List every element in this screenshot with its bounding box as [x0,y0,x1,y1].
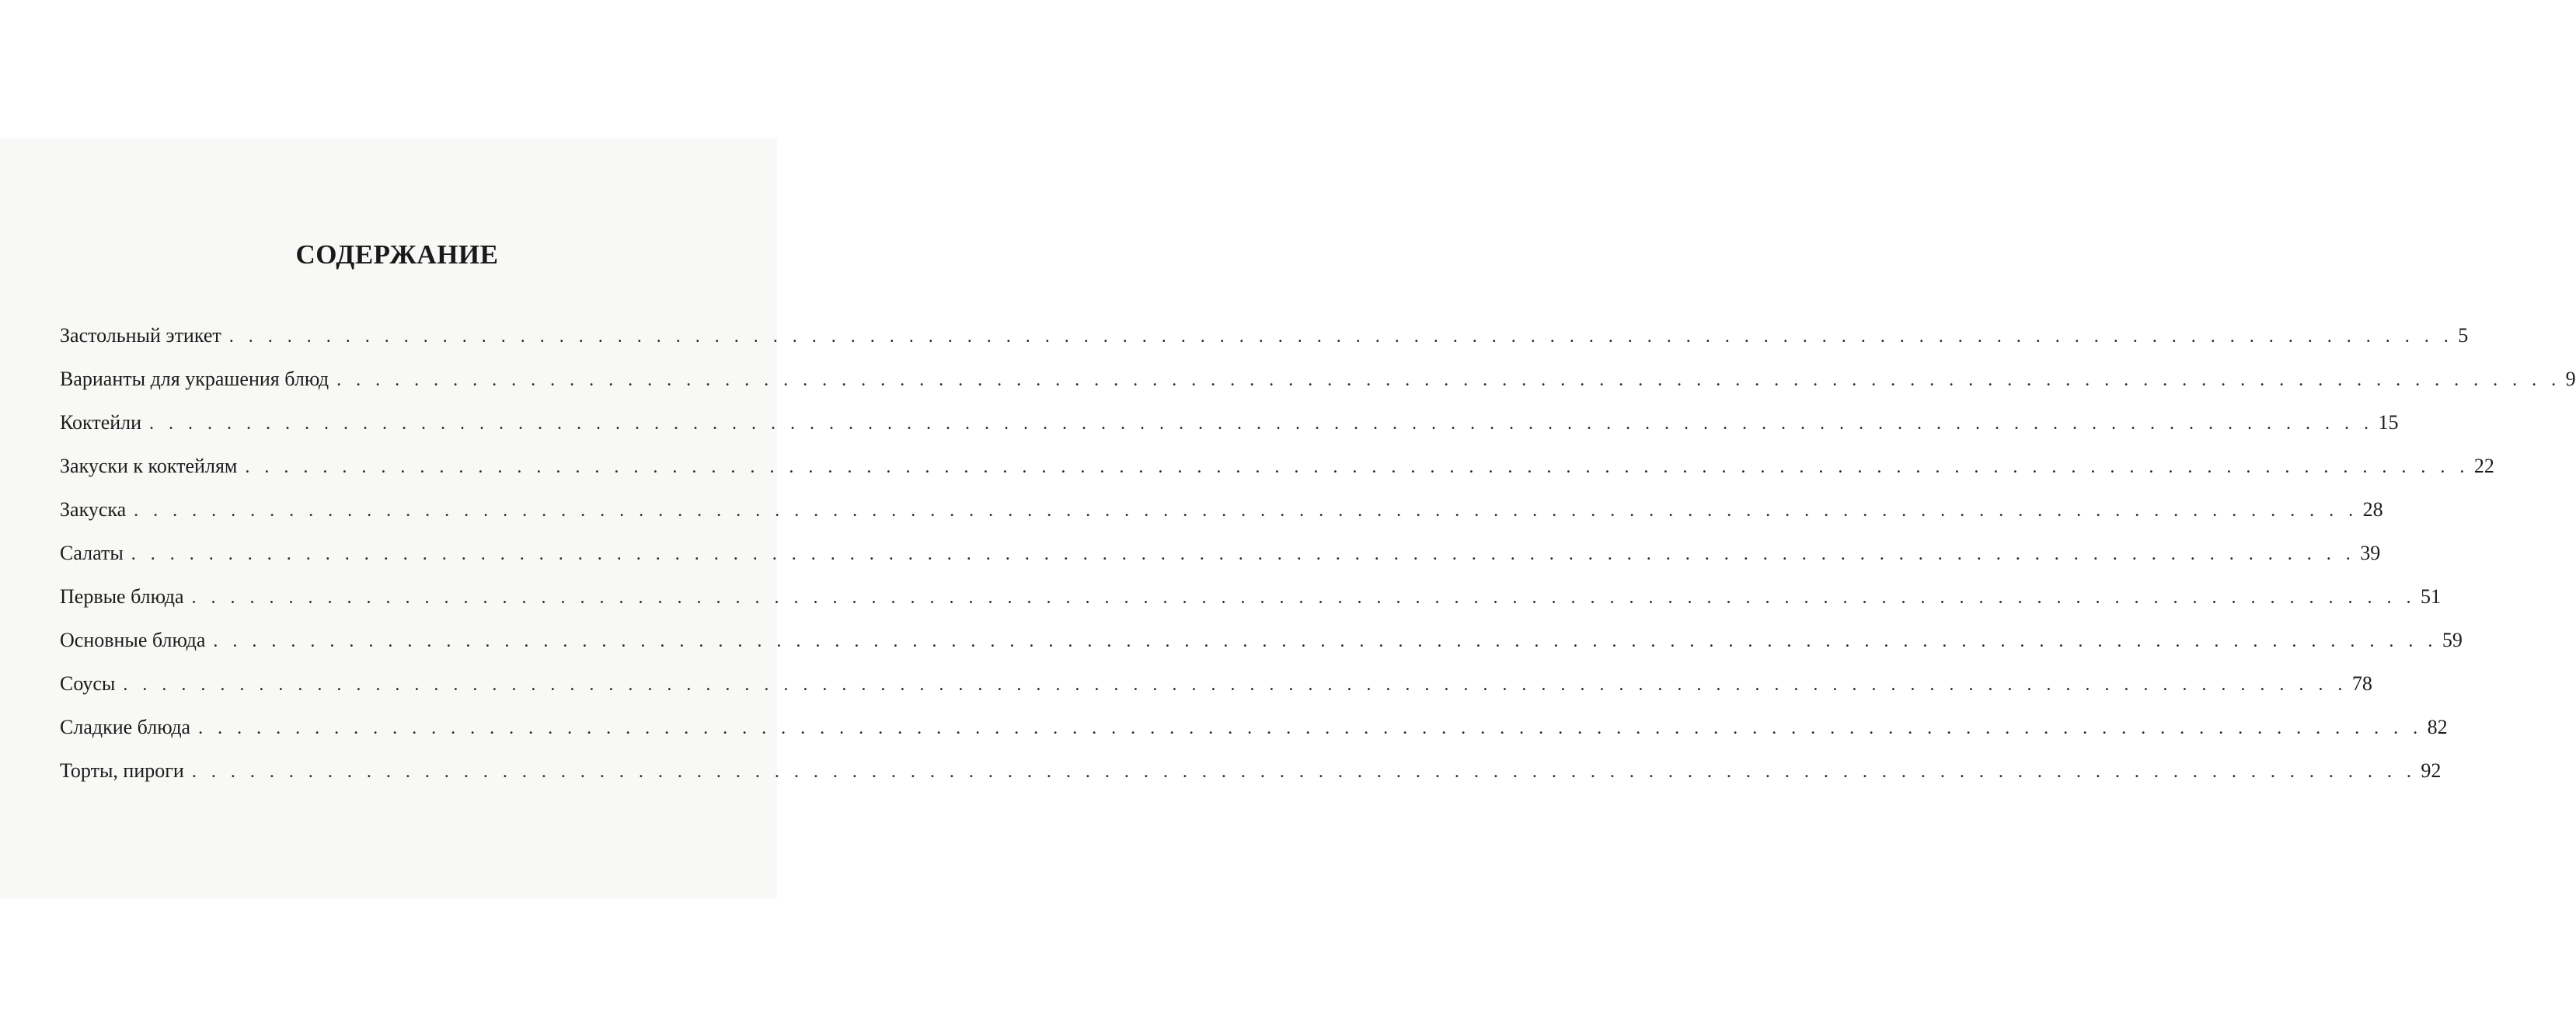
toc-entry-title: Варианты для украшения блюд [60,368,329,390]
toc-entry-page: 22 [2473,455,2494,477]
toc-entry-page: 82 [2427,716,2448,738]
toc-entry-title: Основные блюда [60,629,206,651]
dot-leader: . . . . . . . . . . . . . . . . . . . . . . . . . . . . . . . . . . . . . . . . . . . . . . . . . . . . . . . . . . . . . . . . . . . . . . . . . . . . . . . . . . . . . . . . . . . . . . . . . . . . . . . . . . . . . . . . . . . [213,631,2438,651]
toc-entry [60,319,2469,362]
toc-entry-page: 51 [2421,585,2442,608]
dot-leader: . . . . . . . . . . . . . . . . . . . . . . . . . . . . . . . . . . . . . . . . . . . . . . . . . . . . . . . . . . . . . . . . . . . . . . . . . . . . . . . . . . . . . . . . . . . . . . . . . . . . . . . . . . . . . . . . . . . [191,588,2417,608]
toc-entry-title: Застольный этикет [60,324,221,347]
toc-entry [60,362,2576,406]
toc-entry-page: 5 [2458,324,2469,347]
toc-entry-title: Салаты [60,542,124,564]
dot-leader: . . . . . . . . . . . . . . . . . . . . . . . . . . . . . . . . . . . . . . . . . . . . . . . . . . . . . . . . . . . . . . . . . . . . . . . . . . . . . . . . . . . . . . . . . . . . . . . . . . . . . . . . . . . . . . . . . . . [191,762,2417,782]
dot-leader: . . . . . . . . . . . . . . . . . . . . . . . . . . . . . . . . . . . . . . . . . . . . . . . . . . . . . . . . . . . . . . . . . . . . . . . . . . . . . . . . . . . . . . . . . . . . . . . . . . . . . . . . . . . . . . . . . . . [134,501,2358,521]
dot-leader: . . . . . . . . . . . . . . . . . . . . . . . . . . . . . . . . . . . . . . . . . . . . . . . . . . . . . . . . . . . . . . . . . . . . . . . . . . . . . . . . . . . . . . . . . . . . . . . . . . . . . . . . . . . . . . . . . . . [198,718,2423,738]
toc-entry-page: 78 [2351,672,2372,695]
toc-entry-page: 92 [2421,759,2442,782]
toc-entry [60,754,2442,797]
toc-entry [60,710,2448,754]
toc-entry-title: Торты, пироги [60,759,184,782]
toc-entry-title: Закуска [60,498,127,521]
toc-entry-title: Соусы [60,672,116,695]
toc-entry-title: Сладкие блюда [60,716,191,738]
toc-entry-page: 28 [2362,498,2383,521]
dot-leader: . . . . . . . . . . . . . . . . . . . . . . . . . . . . . . . . . . . . . . . . . . . . . . . . . . . . . . . . . . . . . . . . . . . . . . . . . . . . . . . . . . . . . . . . . . . . . . . . . . . . . . . . . . . . . . . . . . . [228,326,2454,347]
dot-leader: . . . . . . . . . . . . . . . . . . . . . . . . . . . . . . . . . . . . . . . . . . . . . . . . . . . . . . . . . . . . . . . . . . . . . . . . . . . . . . . . . . . . . . . . . . . . . . . . . . . . . . . . . . . . . . . . . . . [123,675,2348,695]
toc-entry [60,580,2442,623]
dot-leader: . . . . . . . . . . . . . . . . . . . . . . . . . . . . . . . . . . . . . . . . . . . . . . . . . . . . . . . . . . . . . . . . . . . . . . . . . . . . . . . . . . . . . . . . . . . . . . . . . . . . . . . . . . . . . . . . . . . [336,370,2561,390]
toc-entry [60,493,2383,536]
toc-entry-page: 15 [2378,411,2399,434]
toc-entry-title: Коктейли [60,411,142,434]
toc-entry [60,449,2494,493]
toc-entry [60,406,2399,449]
toc-entry-title: Закуски к коктейлям [60,455,238,477]
toc-entry-page: 9 [2565,368,2576,390]
dot-leader: . . . . . . . . . . . . . . . . . . . . . . . . . . . . . . . . . . . . . . . . . . . . . . . . . . . . . . . . . . . . . . . . . . . . . . . . . . . . . . . . . . . . . . . . . . . . . . . . . . . . . . . . . . . . . . . . . . . [131,544,2356,564]
toc-entry-page: 39 [2360,542,2381,564]
page-title: СОДЕРЖАНИЕ [295,239,499,270]
toc-entry-title: Первые блюда [60,585,184,608]
toc-entry [60,536,2381,580]
dot-leader: . . . . . . . . . . . . . . . . . . . . . . . . . . . . . . . . . . . . . . . . . . . . . . . . . . . . . . . . . . . . . . . . . . . . . . . . . . . . . . . . . . . . . . . . . . . . . . . . . . . . . . . . . . . . . . . . . . . [149,413,2374,434]
toc-entry-page: 59 [2442,629,2463,651]
dot-leader: . . . . . . . . . . . . . . . . . . . . . . . . . . . . . . . . . . . . . . . . . . . . . . . . . . . . . . . . . . . . . . . . . . . . . . . . . . . . . . . . . . . . . . . . . . . . . . . . . . . . . . . . . . . . . . . . . . . [245,457,2470,477]
toc-entry [60,667,2372,710]
table-of-contents [60,319,2576,797]
toc-entry [60,623,2463,667]
